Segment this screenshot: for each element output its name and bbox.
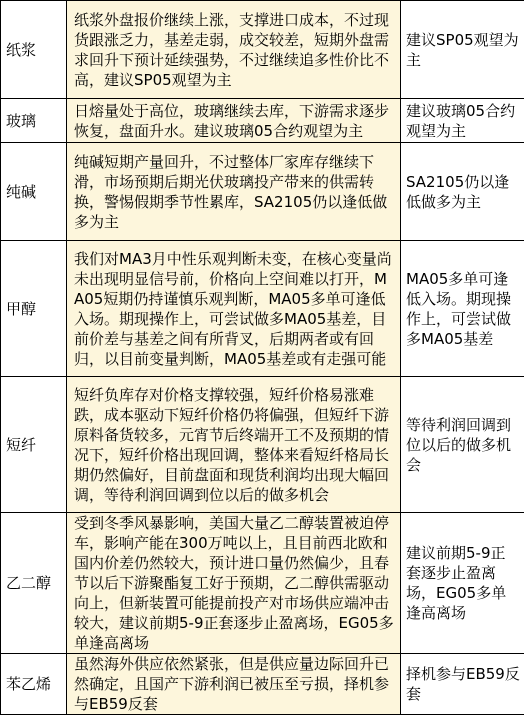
advice-cell: 择机参与EB59反套 bbox=[401, 654, 524, 715]
advice-cell: 等待利润回调到位以后的做多机会 bbox=[401, 377, 524, 513]
analysis-cell: 我们对MA3月中性乐观判断未变，在核心变量尚未出现明显信号前，价格向上空间难以打开，MA05短期仍持谨慎乐观判断，MA05多单可逢低入场。期现操作上，可尝试做多MA05基差，目前价差与基差之间有所背叉，后期两者或有回归，以目前变量判断，MA05基差或有走强可能 bbox=[67, 241, 401, 377]
table-row bbox=[1, 143, 524, 241]
table-row bbox=[1, 99, 524, 143]
table-row bbox=[1, 241, 524, 377]
table-row bbox=[1, 1, 524, 99]
commodity-name: 苯乙烯 bbox=[1, 654, 67, 715]
commodity-name: 短纤 bbox=[1, 377, 67, 513]
analysis-cell: 纸浆外盘报价继续上涨，支撑进口成本，不过现货跟涨乏力，基差走弱，成交较差，短期外盘需求回升下预计延续强势，不过继续追多性价比不高，建议SP05观望为主 bbox=[67, 1, 401, 99]
table-row bbox=[1, 377, 524, 513]
analysis-cell: 虽然海外供应依然紧张，但是供应量边际回升已然确定，且国产下游利润已被压至亏损，择机参与EB59反套 bbox=[67, 654, 401, 715]
advice-cell: 建议玻璃05合约观望为主 bbox=[401, 99, 524, 143]
advice-cell: 建议SP05观望为主 bbox=[401, 1, 524, 99]
commodity-name: 甲醇 bbox=[1, 241, 67, 377]
advice-cell: MA05多单可逢低入场。期现操作上，可尝试做多MA05基差 bbox=[401, 241, 524, 377]
analysis-cell: 纯碱短期产量回升，不过整体厂家库存继续下滑，市场预期后期光伏玻璃投产带来的供需转换，警惕假期季节性累库，SA2105仍以逢低做多为主 bbox=[67, 143, 401, 241]
advice-cell: 建议前期5-9正套逐步止盈离场，EG05多单逢高离场 bbox=[401, 513, 524, 654]
advice-cell: SA2105仍以逢低做多为主 bbox=[401, 143, 524, 241]
analysis-cell: 受到冬季风暴影响，美国大量乙二醇装置被迫停车，影响产能在300万吨以上，且目前西北欧和国内价差仍然较大，预计进口量仍然偏少，且春节以后下游聚酯复工好于预期，乙二醇供需驱动向上，但新装置可能提前投产对市场供应端冲击较大，建议前期5-9正套逐步止盈离场，EG05多单逢高离场 bbox=[67, 513, 401, 654]
analysis-cell: 短纤负库存对价格支撑较强，短纤价格易涨难跌，成本驱动下短纤价格仍将偏强，但短纤下游原料备货较多，元宵节后终端开工不及预期的情况下，短纤价格出现回调，整体来看短纤格局长期仍然偏好，目前盘面和现货利润均出现大幅回调，等待利润回调到位以后的做多机会 bbox=[67, 377, 401, 513]
analysis-cell: 日熔量处于高位，玻璃继续去库，下游需求逐步恢复，盘面升水。建议玻璃05合约观望为主 bbox=[67, 99, 401, 143]
table-row bbox=[1, 654, 524, 715]
commodity-name: 玻璃 bbox=[1, 99, 67, 143]
commodity-name: 纯碱 bbox=[1, 143, 67, 241]
table-row bbox=[1, 513, 524, 654]
commodity-name: 乙二醇 bbox=[1, 513, 67, 654]
commodity-name: 纸浆 bbox=[1, 1, 67, 99]
